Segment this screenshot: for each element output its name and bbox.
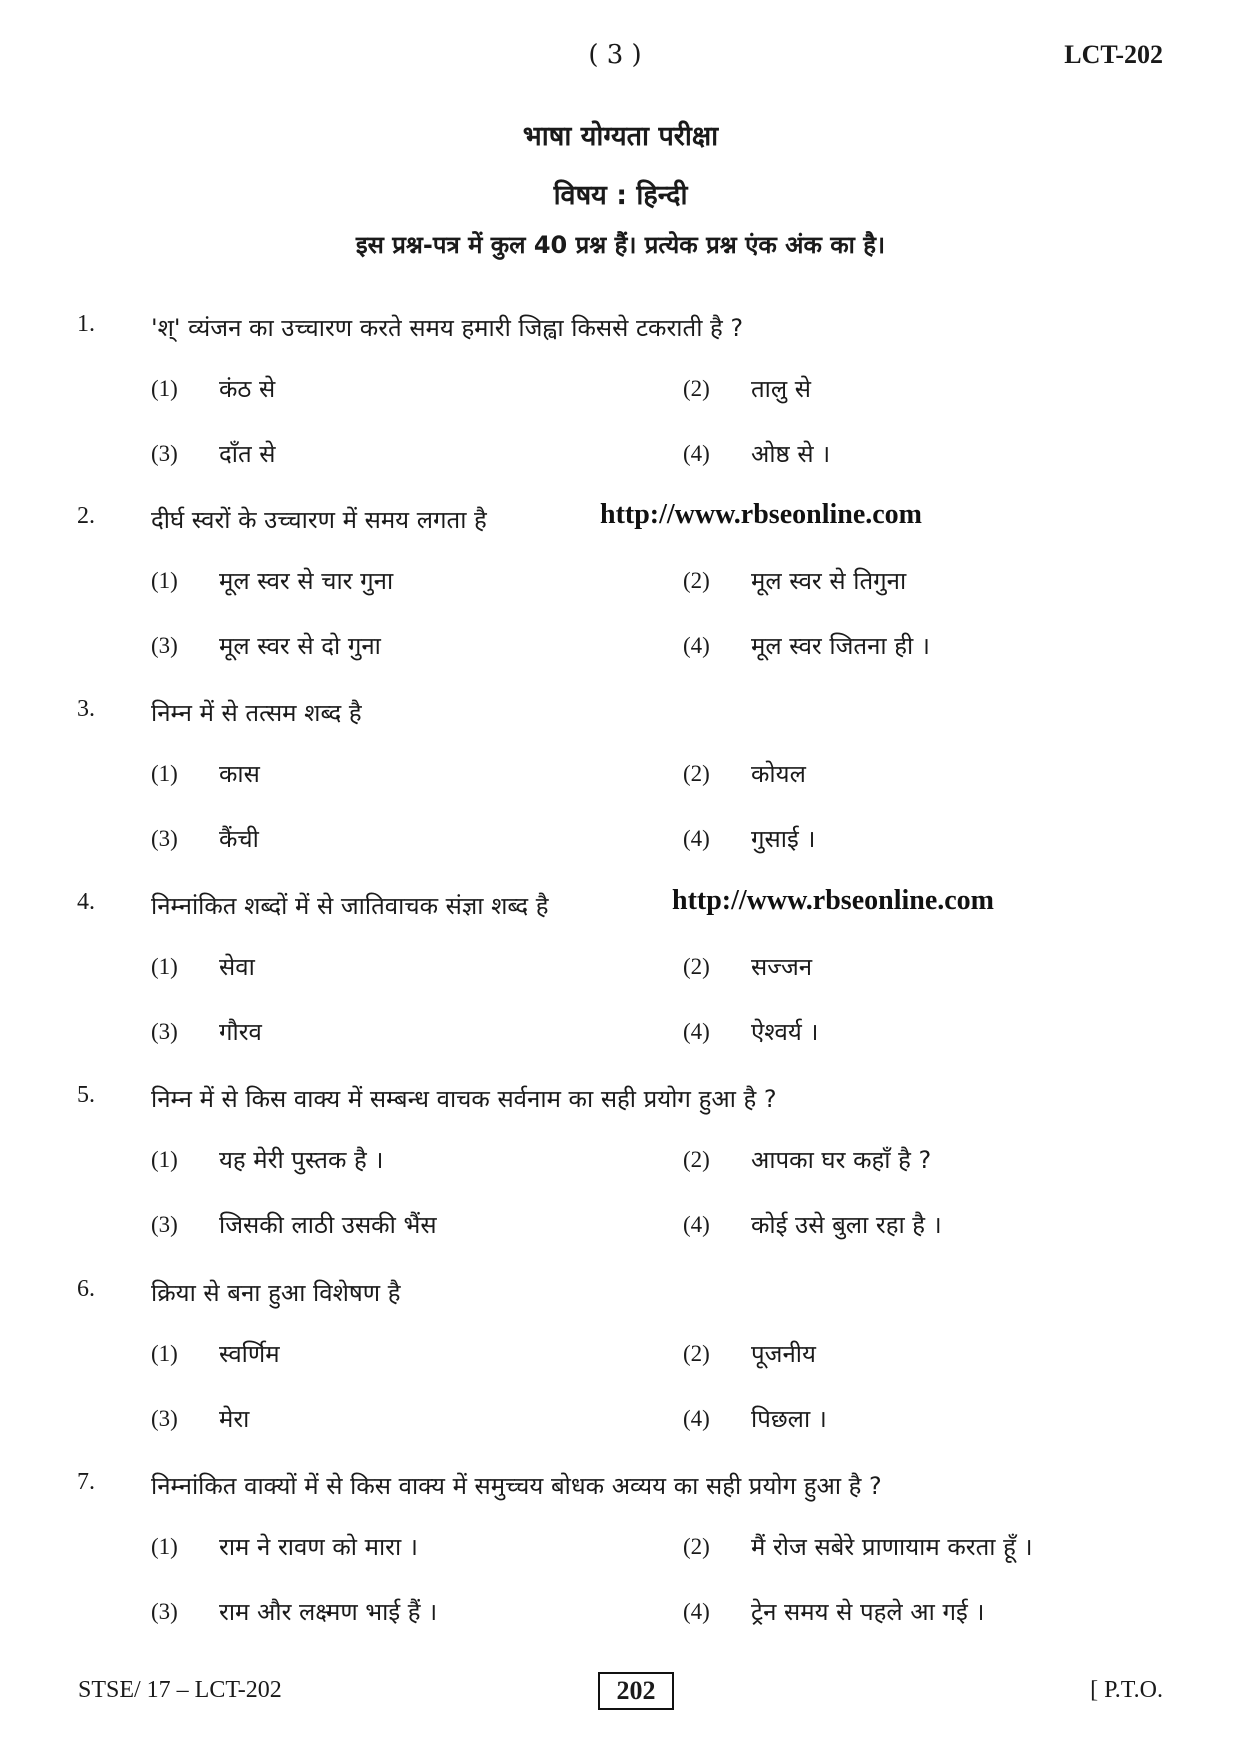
option-number: (2) <box>683 568 710 593</box>
option-number: (2) <box>683 761 710 786</box>
option-text: पिछला । <box>751 1405 827 1433</box>
option-text: मैं रोज सबेरे प्राणायाम करता हूँ । <box>751 1533 1033 1561</box>
option-text: मूल स्वर से चार गुना <box>219 567 394 595</box>
option-number: (2) <box>683 954 710 979</box>
option-text: गुसाई । <box>751 825 816 853</box>
question-item <box>0 1082 1241 1239</box>
question-item <box>0 696 1241 853</box>
footer-series-code: STSE/ 17 – LCT-202 <box>78 1677 282 1703</box>
exam-title: भाषा योग्यता परीक्षा <box>522 121 719 152</box>
option-text: पूजनीय <box>751 1340 816 1368</box>
option-number: (2) <box>683 1147 710 1172</box>
option-number: (2) <box>683 376 710 401</box>
footer-paper-code-box: 202 <box>598 1672 674 1710</box>
watermark-url: http://www.rbseonline.com <box>600 499 922 530</box>
paper-code: LCT-202 <box>1064 40 1163 69</box>
option-number: (4) <box>683 1212 710 1237</box>
option-text: ओष्ठ से । <box>751 440 831 468</box>
option-text: मूल स्वर से तिगुना <box>751 567 907 595</box>
question-text: निम्नांकित शब्दों में से जातिवाचक संज्ञा शब्द है <box>151 892 549 920</box>
option-text: मूल स्वर जितना ही । <box>751 632 930 660</box>
option-number: (4) <box>683 1599 710 1624</box>
option-number: (4) <box>683 826 710 851</box>
option-text: कोई उसे बुला रहा है । <box>751 1211 942 1239</box>
option-text: यह मेरी पुस्तक है । <box>219 1146 384 1174</box>
option-text: मूल स्वर से दो गुना <box>219 632 381 660</box>
option-text: मेरा <box>219 1405 250 1433</box>
option-number: (1) <box>151 376 178 401</box>
option-number: (1) <box>151 568 178 593</box>
question-text: निम्न में से किस वाक्य में सम्बन्ध वाचक सर्वनाम का सही प्रयोग हुआ है ? <box>151 1085 777 1113</box>
question-item <box>0 885 1241 1046</box>
option-number: (3) <box>151 1599 178 1624</box>
question-number: 6. <box>77 1276 95 1302</box>
option-text: स्वर्णिम <box>219 1340 280 1368</box>
question-text: क्रिया से बना हुआ विशेषण है <box>151 1279 401 1307</box>
option-number: (1) <box>151 1341 178 1366</box>
option-text: ऐश्वर्य । <box>751 1018 819 1046</box>
option-number: (3) <box>151 1406 178 1431</box>
option-text: आपका घर कहाँ है ? <box>751 1146 932 1174</box>
watermark-url: http://www.rbseonline.com <box>672 885 994 916</box>
option-text: ट्रेन समय से पहले आ गई । <box>751 1598 985 1626</box>
question-text: निम्न में से तत्सम शब्द है <box>151 699 362 727</box>
question-number: 5. <box>77 1082 95 1108</box>
option-text: कंठ से <box>219 375 276 403</box>
option-text: कोयल <box>751 760 806 788</box>
option-number: (2) <box>683 1341 710 1366</box>
question-text: 'श्' व्यंजन का उच्चारण करते समय हमारी जिह्वा किससे टकराती है ? <box>151 314 744 342</box>
question-item <box>0 499 1241 660</box>
question-number: 4. <box>77 889 95 915</box>
option-number: (4) <box>683 441 710 466</box>
page-number: ( 3 ) <box>588 40 642 70</box>
option-number: (4) <box>683 633 710 658</box>
footer-pto: [ P.T.O. <box>1090 1677 1163 1703</box>
option-number: (1) <box>151 954 178 979</box>
option-number: (3) <box>151 633 178 658</box>
option-text: राम और लक्ष्मण भाई हैं । <box>219 1598 438 1626</box>
question-text: दीर्घ स्वरों के उच्चारण में समय लगता है <box>151 506 487 534</box>
option-number: (3) <box>151 1019 178 1044</box>
option-number: (4) <box>683 1019 710 1044</box>
question-number: 1. <box>77 311 95 337</box>
option-text: जिसकी लाठी उसकी भैंस <box>219 1211 437 1239</box>
question-number: 7. <box>77 1469 95 1495</box>
option-text: कैंची <box>219 825 259 853</box>
option-text: कास <box>219 760 260 788</box>
option-number: (3) <box>151 826 178 851</box>
option-number: (3) <box>151 441 178 466</box>
question-item <box>0 1276 1241 1433</box>
option-number: (4) <box>683 1406 710 1431</box>
option-number: (1) <box>151 1534 178 1559</box>
option-number: (1) <box>151 1147 178 1172</box>
option-number: (2) <box>683 1534 710 1559</box>
question-text: निम्नांकित वाक्यों में से किस वाक्य में समुच्चय बोधक अव्यय का सही प्रयोग हुआ है ? <box>151 1472 882 1500</box>
question-item <box>0 311 1241 468</box>
subject-heading: विषय : हिन्दी <box>553 180 688 211</box>
option-number: (1) <box>151 761 178 786</box>
option-text: सेवा <box>219 953 255 981</box>
question-number: 3. <box>77 696 95 722</box>
option-text: तालु से <box>751 375 812 403</box>
question-item <box>0 1469 1241 1626</box>
question-number: 2. <box>77 503 95 529</box>
instruction-line: इस प्रश्न-पत्र में कुल 40 प्रश्न हैं। प्रत्येक प्रश्न एंक अंक का है। <box>355 231 886 259</box>
option-text: राम ने रावण को मारा । <box>219 1533 418 1561</box>
option-text: सज्जन <box>751 953 813 981</box>
option-text: गौरव <box>219 1018 262 1046</box>
option-number: (3) <box>151 1212 178 1237</box>
option-text: दाँत से <box>219 440 276 468</box>
